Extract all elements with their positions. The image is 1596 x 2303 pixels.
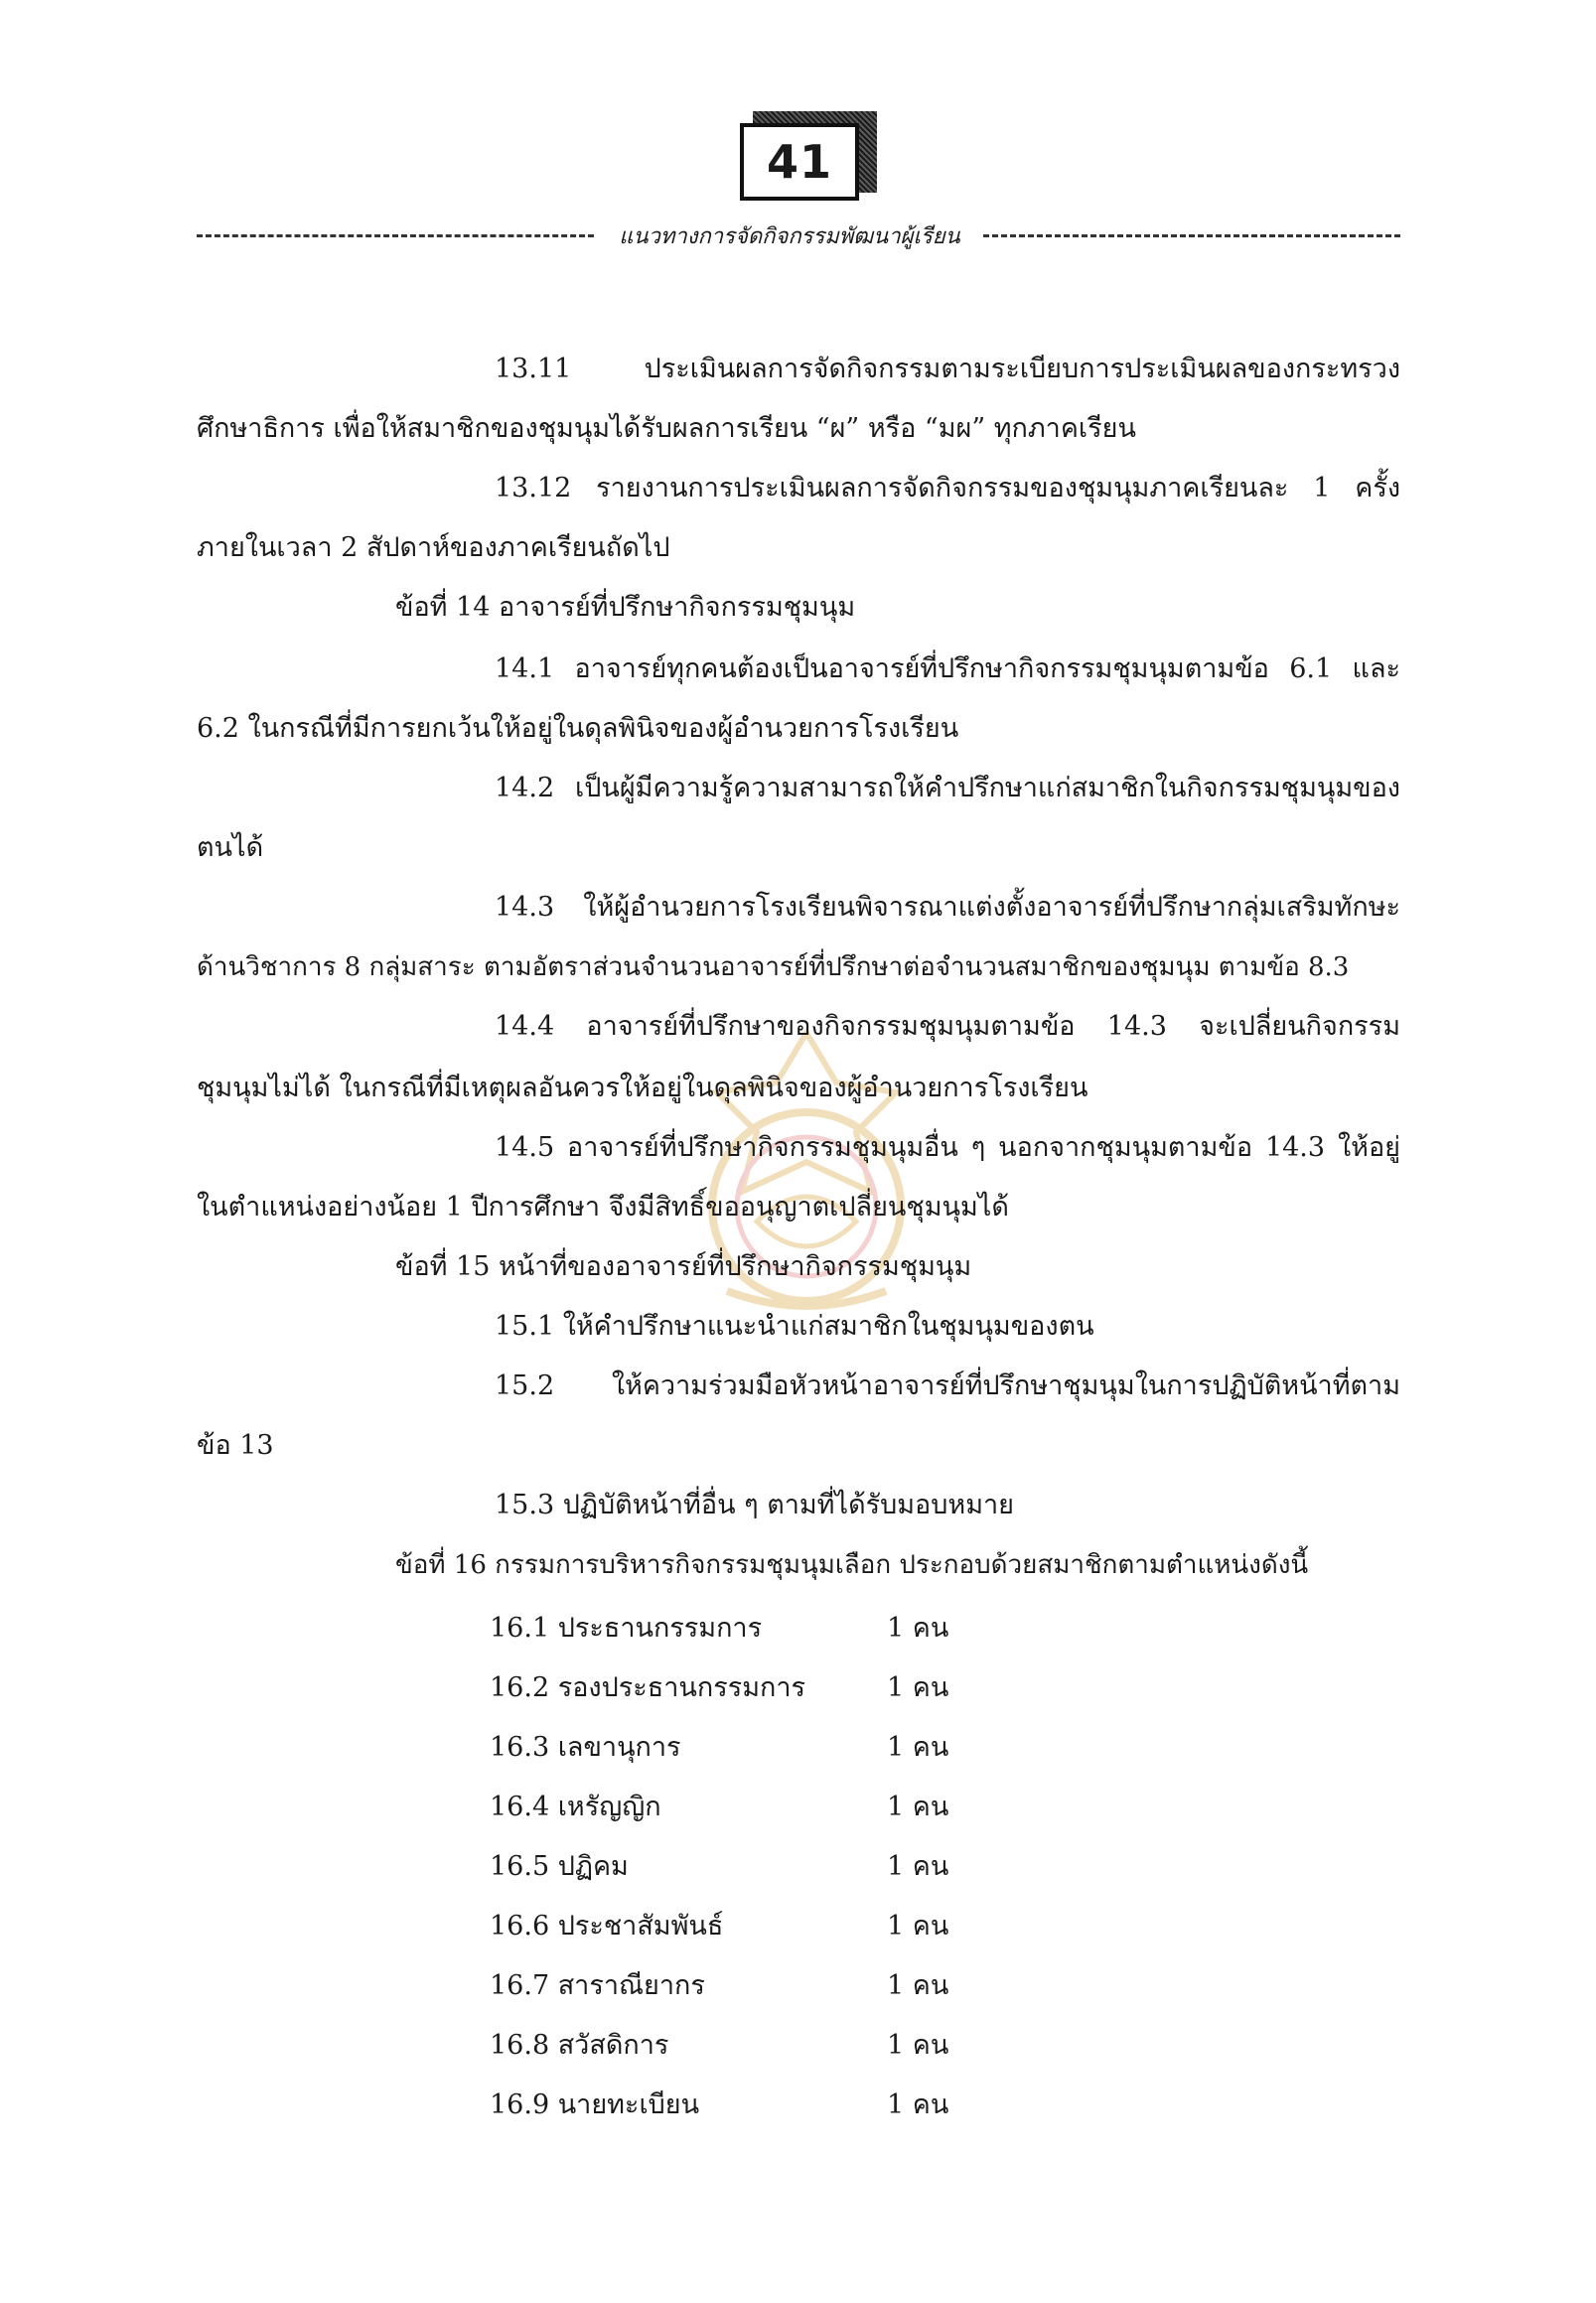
text-line-14-4: 14.4 อาจารย์ที่ปรึกษาของกิจกรรมชุมนุมตามข้อ 14.3 จะเปลี่ยนกิจกรรม: [495, 1011, 1400, 1042]
committee-role: 16.7 สาราณียากร: [490, 1970, 705, 2001]
text-line: ตนได้: [197, 832, 264, 863]
text-line-14-3: 14.3 ให้ผู้อำนวยการโรงเรียนพิจารณาแต่งตั้งอาจารย์ที่ปรึกษากลุ่มเสริมทักษะ: [495, 892, 1400, 923]
text-line: ในตำแหน่งอย่างน้อย 1 ปีการศึกษา จึงมีสิทธิ์ขออนุญาตเปลี่ยนชุมนุมได้: [197, 1192, 1009, 1223]
text-line: ชุมนุมไม่ได้ ในกรณีที่มีเหตุผลอันควรให้อยู่ในดุลพินิจของผู้อำนวยการโรงเรียน: [197, 1073, 1088, 1103]
committee-count: 1 คน: [887, 2089, 949, 2120]
committee-role: 16.6 ประชาสัมพันธ์: [490, 1911, 724, 1942]
section-heading-14: ข้อที่ 14 อาจารย์ที่ปรึกษากิจกรรมชุมนุม: [395, 592, 856, 623]
text-line-14-2: 14.2 เป็นผู้มีความรู้ความสามารถให้คำปรึกษาแก่สมาชิกในกิจกรรมชุมนุมของ: [495, 773, 1400, 803]
committee-count: 1 คน: [887, 1613, 949, 1644]
section-heading-15: ข้อที่ 15 หน้าที่ของอาจารย์ที่ปรึกษากิจกรรมชุมนุม: [395, 1251, 972, 1282]
committee-count: 1 คน: [887, 1732, 949, 1763]
committee-role: 16.8 สวัสดิการ: [490, 2030, 669, 2061]
committee-count: 1 คน: [887, 1970, 949, 2001]
text-line: ด้านวิชาการ 8 กลุ่มสาระ ตามอัตราส่วนจำนวนอาจารย์ที่ปรึกษาต่อจำนวนสมาชิกของชุมนุม ตามข้อ 8.3: [197, 952, 1350, 982]
committee-role: 16.2 รองประธานกรรมการ: [490, 1672, 806, 1703]
header-rule-left: [197, 234, 594, 237]
text-line-15-1: 15.1 ให้คำปรึกษาแนะนำแก่สมาชิกในชุมนุมของตน: [495, 1311, 1094, 1342]
committee-count: 1 คน: [887, 1851, 949, 1882]
committee-role: 16.9 นายทะเบียน: [490, 2089, 700, 2120]
text-line-13-12: 13.12 รายงานการประเมินผลการจัดกิจกรรมของชุมนุมภาคเรียนละ 1 ครั้ง: [495, 473, 1400, 504]
text-line: ศึกษาธิการ เพื่อให้สมาชิกของชุมนุมได้รับผลการเรียน “ผ” หรือ “มผ” ทุกภาคเรียน: [197, 413, 1136, 444]
committee-role: 16.3 เลขานุการ: [490, 1732, 681, 1763]
text-line-14-5: 14.5 อาจารย์ที่ปรึกษากิจกรรมชุมนุมอื่น ๆ นอกจากชุมนุมตามข้อ 14.3 ให้อยู่: [495, 1132, 1400, 1163]
committee-role: 16.4 เหรัญญิก: [490, 1792, 661, 1822]
committee-count: 1 คน: [887, 2030, 949, 2061]
text-line-15-2: 15.2 ให้ความร่วมมือหัวหน้าอาจารย์ที่ปรึกษาชุมนุมในการปฏิบัติหน้าที่ตาม: [495, 1370, 1400, 1401]
header-rule-right: [983, 234, 1400, 237]
page-number: 41: [740, 123, 859, 201]
text-line: 6.2 ในกรณีที่มีการยกเว้นให้อยู่ในดุลพินิจของผู้อำนวยการโรงเรียน: [197, 713, 959, 744]
text-line: ข้อ 13: [197, 1430, 274, 1461]
committee-count: 1 คน: [887, 1672, 949, 1703]
text-line: ภายในเวลา 2 สัปดาห์ของภาคเรียนถัดไป: [197, 532, 670, 563]
text-line-13-11: 13.11 ประเมินผลการจัดกิจกรรมตามระเบียบการประเมินผลของกระทรวง: [495, 354, 1400, 384]
text-line-15-3: 15.3 ปฏิบัติหน้าที่อื่น ๆ ตามที่ได้รับมอบหมาย: [495, 1490, 1014, 1520]
committee-count: 1 คน: [887, 1911, 949, 1942]
running-header: แนวทางการจัดกิจกรรมพัฒนาผู้เรียน: [619, 224, 960, 249]
text-line-14-1: 14.1 อาจารย์ทุกคนต้องเป็นอาจารย์ที่ปรึกษากิจกรรมชุมนุมตามข้อ 6.1 และ: [495, 653, 1400, 684]
committee-role: 16.1 ประธานกรรมการ: [490, 1613, 763, 1644]
section-heading-16: ข้อที่ 16 กรรมการบริหารกิจกรรมชุมนุมเลือก ประกอบด้วยสมาชิกตามตำแหน่งดังนี้: [395, 1550, 1309, 1580]
committee-count: 1 คน: [887, 1792, 949, 1822]
committee-role: 16.5 ปฏิคม: [490, 1851, 629, 1882]
